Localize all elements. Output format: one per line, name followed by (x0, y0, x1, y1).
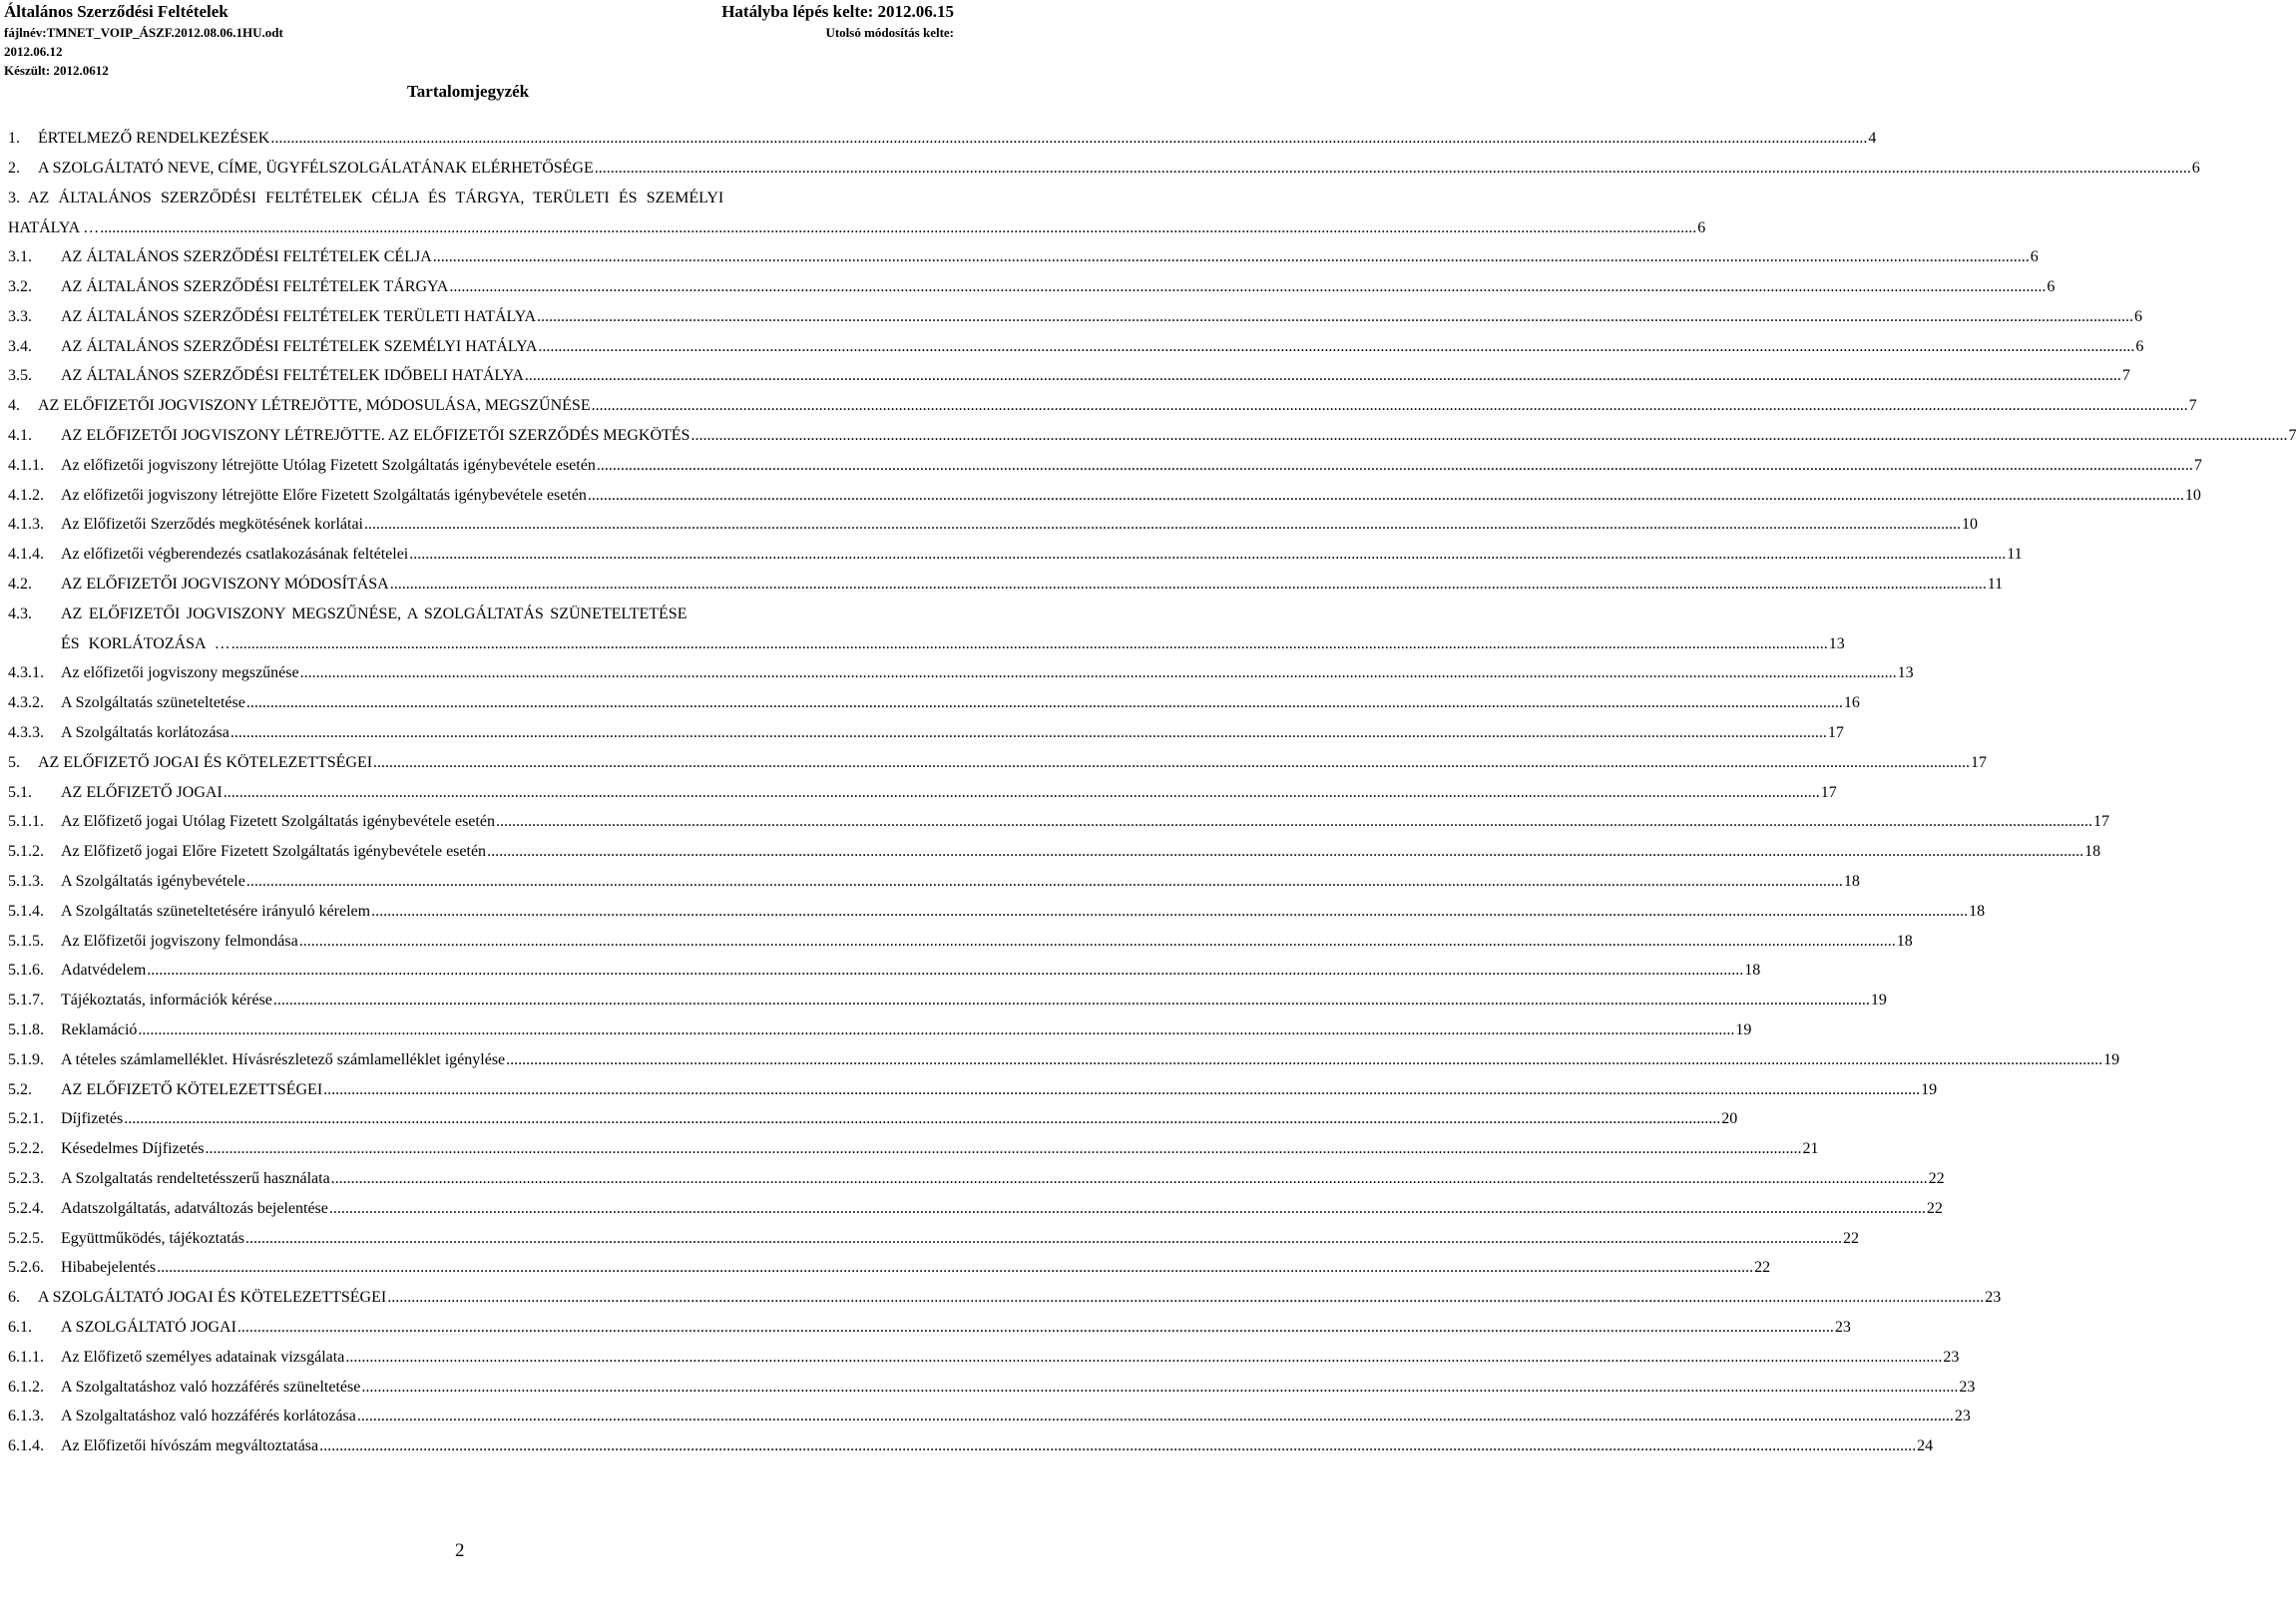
toc-leader-dots: ................................................................................................................................................................................................................................................................................................................................................................................................................ (409, 546, 2007, 564)
toc-entry-number: 5.1. (8, 783, 32, 801)
toc-leader-dots: ................................................................................................................................................................................................................................................................................................................................................................................................................ (245, 873, 1843, 890)
toc-entry-page: 22 (1926, 1199, 1943, 1217)
toc-entry-title: A Szolgáltatás szüneteltetésére irányuló kérelem (61, 902, 371, 920)
toc-entry-title: Az Előfizetői hívószám megváltoztatása (61, 1437, 319, 1455)
toc-entry-page: 6 (2047, 278, 2056, 295)
toc-leader-dots: ................................................................................................................................................................................................................................................................................................................................................................................................................ (432, 248, 2030, 266)
toc-leader-dots: ................................................................................................................................................................................................................................................................................................................................................................................................................ (364, 516, 1961, 534)
toc-entry-title: Az előfizetői végberendezés csatlakozásának feltételei (61, 546, 409, 564)
toc-entry-number: 4.3.2. (8, 694, 44, 712)
toc-leader-dots: ................................................................................................................................................................................................................................................................................................................................................................................................................ (236, 1319, 1834, 1336)
toc-entry-page: 22 (1928, 1170, 1945, 1187)
toc-entry-number: 4.3.3. (8, 724, 44, 741)
toc-entry[interactable] (8, 843, 2101, 873)
toc-entry-number: 6.1.4. (8, 1437, 44, 1455)
toc-leader-dots: ................................................................................................................................................................................................................................................................................................................................................................................................................ (299, 664, 1897, 682)
toc-entry[interactable] (8, 486, 2201, 517)
toc-leader-dots: ................................................................................................................................................................................................................................................................................................................................................................................................................ (319, 1437, 1917, 1455)
toc-entry-title: A Szolgaltatáshoz való hozzáférés korlátozása (61, 1408, 356, 1425)
toc-entry-page: 23 (1959, 1378, 1976, 1396)
toc-entry-page: 22 (1842, 1229, 1859, 1247)
toc-entry-number: 3.2. (8, 278, 32, 295)
toc-entry-title: Az Előfizető jogai Utólag Fizetett Szolgáltatás igénybevétele esetén (61, 813, 495, 831)
toc-entry[interactable] (8, 664, 1914, 694)
toc-leader-dots: ................................................................................................................................................................................................................................................................................................................................................................................................................ (524, 367, 2121, 385)
toc-entry-number: 5.1.4. (8, 902, 44, 920)
toc-entry-title: Késedelmes Díjfizetés (61, 1140, 205, 1158)
toc-entry-page: 4 (1868, 130, 1877, 147)
toc-entry-title: A Szolgaltatás rendeltetésszerű használata (61, 1170, 330, 1187)
toc-leader-dots: ................................................................................................................................................................................................................................................................................................................................................................................................................ (244, 1229, 1842, 1247)
toc-entry-title: Az előfizetői jogviszony létrejötte Előre Fizetett Szolgáltatás igénybevétele esetén (61, 486, 587, 504)
toc-entry-number: 3.1. (8, 248, 32, 266)
toc-entry-page: 18 (1969, 902, 1986, 920)
toc-entry-page: 7 (2121, 367, 2130, 385)
toc-entry-title: A SZOLGÁLTATÓ JOGAI (61, 1319, 236, 1336)
toc-entry[interactable] (8, 813, 2109, 843)
toc-entry-number: 4.3.1. (8, 664, 44, 682)
toc-entry[interactable] (8, 992, 1887, 1021)
toc-leader-dots: ................................................................................................................................................................................................................................................................................................................................................................................................................ (538, 337, 2135, 355)
toc-entry[interactable] (8, 1348, 1960, 1379)
toc-leader-dots: ................................................................................................................................................................................................................................................................................................................................................................................................................ (245, 694, 1843, 712)
toc-entry-page: 18 (1896, 932, 1913, 950)
toc-leader-dots: ................................................................................................................................................................................................................................................................................................................................................................................................................ (230, 724, 1827, 741)
toc-entry[interactable] (8, 427, 2296, 457)
toc-leader-dots: ................................................................................................................................................................................................................................................................................................................................................................................................................ (371, 902, 1969, 920)
toc-entry[interactable] (8, 1378, 1976, 1409)
toc-entry-number: 6.1.3. (8, 1408, 44, 1425)
toc-entry[interactable] (8, 1021, 1752, 1051)
toc-leader-dots: ................................................................................................................................................................................................................................................................................................................................................................................................................ (449, 278, 2047, 295)
toc-entry-page: 13 (1828, 634, 1845, 652)
toc-entry[interactable] (8, 783, 1837, 814)
toc-leader-dots: ................................................................................................................................................................................................................................................................................................................................................................................................................ (323, 1080, 1921, 1098)
toc-leader-dots: ................................................................................................................................................................................................................................................................................................................................................................................................................ (230, 634, 1828, 652)
toc-entry-title: AZ ÁLTALÁNOS SZERZŐDÉSI FELTÉTELEK CÉLJA (61, 248, 432, 266)
toc-entry-title: AZ ÁLTALÁNOS SZERZŐDÉSI FELTÉTELEK IDŐBELI HATÁLYA (61, 367, 524, 385)
toc-entry-page: 24 (1917, 1437, 1934, 1455)
toc-entry-page: 6 (2135, 337, 2144, 355)
toc-entry-number: 3.4. (8, 337, 32, 355)
toc-entry-number: 5. (8, 753, 20, 771)
toc-entry-number: 4.1.4. (8, 546, 44, 564)
toc-entry-page: 23 (1834, 1319, 1851, 1336)
toc-entry[interactable] (8, 516, 1978, 546)
toc-entry-page: 20 (1721, 1110, 1738, 1128)
toc-entry-title: Adatszolgáltatás, adatváltozás bejelentése (61, 1199, 328, 1217)
toc-entry[interactable] (8, 189, 1706, 249)
toc-entry-number: 5.1.7. (8, 992, 44, 1010)
toc-entry[interactable] (8, 576, 2004, 606)
toc-entry[interactable] (8, 1289, 2002, 1319)
toc-entry-page: 7 (2188, 397, 2197, 415)
toc-entry[interactable] (8, 932, 1913, 963)
toc-entry[interactable] (8, 130, 1877, 160)
toc-entry-page: 6 (2191, 159, 2200, 177)
toc-entry[interactable] (8, 962, 1761, 992)
toc-leader-dots: ................................................................................................................................................................................................................................................................................................................................................................................................................ (495, 813, 2092, 831)
toc-entry-number: 4.2. (8, 576, 32, 593)
toc-entry-title: AZ ÁLTALÁNOS SZERZŐDÉSI FELTÉTELEK SZEMÉLYI HATÁLYA (61, 337, 538, 355)
toc-entry-number: 4. (8, 397, 20, 415)
toc-entry[interactable] (8, 278, 2056, 308)
toc-entry-number: 5.2.5. (8, 1229, 44, 1247)
toc-leader-dots: ................................................................................................................................................................................................................................................................................................................................................................................................................ (690, 427, 2288, 444)
toc-entry-title: A SZOLGÁLTATÓ NEVE, CÍME, ÜGYFÉLSZOLGÁLATÁNAK ELÉRHETŐSÉGE (38, 159, 594, 177)
toc-entry-number: 5.1.5. (8, 932, 44, 950)
toc-entry-title: A Szolgáltatás igénybevétele (61, 873, 245, 890)
toc-entry-title: Hibabejelentés (61, 1259, 157, 1277)
toc-entry-page: 18 (1843, 873, 1860, 890)
toc-entry-number: 6.1. (8, 1319, 32, 1336)
toc-entry[interactable] (8, 1140, 1819, 1170)
toc-entry-title-continued: HATÁLYA … (8, 218, 100, 236)
toc-entry[interactable] (8, 397, 2197, 427)
toc-entry-title: AZ ÁLTALÁNOS SZERZŐDÉSI FELTÉTELEK TERÜLETI HATÁLYA (61, 307, 537, 325)
toc-entry-number: 4.1.3. (8, 516, 44, 534)
toc-entry[interactable] (8, 1259, 1771, 1289)
toc-entry-number: 3.3. (8, 307, 32, 325)
toc-entry-page: 18 (2084, 843, 2101, 861)
toc-leader-dots: ................................................................................................................................................................................................................................................................................................................................................................................................................ (124, 1110, 1721, 1128)
toc-entry-number: 4.1. (8, 427, 32, 444)
toc-entry[interactable] (8, 1199, 1943, 1230)
toc-leader-dots: ................................................................................................................................................................................................................................................................................................................................................................................................................ (487, 843, 2084, 861)
toc-entry[interactable] (8, 337, 2144, 368)
toc-entry-title: A Szolgáltatás szüneteltetése (61, 694, 245, 712)
toc-entry-title: AZ ELŐFIZETŐ JOGAI ÉS KÖTELEZETTSÉGEI (38, 753, 373, 771)
toc-entry-number: 5.2. (8, 1080, 32, 1098)
toc-entry-number: 6.1.2. (8, 1378, 44, 1396)
toc-leader-dots: ................................................................................................................................................................................................................................................................................................................................................................................................................ (373, 753, 1971, 771)
toc-entry-title: A Szolgaltatáshoz való hozzáférés szüneltetése (61, 1378, 361, 1396)
toc-entry-title: Az Előfizető személyes adatainak vizsgálata (61, 1348, 345, 1366)
toc-entry-title: A tételes számlamelléklet. Hívásrészletező számlamelléklet igénylése (61, 1050, 506, 1068)
toc-entry-number: 6. (8, 1289, 20, 1307)
toc-entry[interactable] (8, 902, 1986, 933)
toc-leader-dots: ................................................................................................................................................................................................................................................................................................................................................................................................................ (594, 159, 2191, 177)
toc-entry-number: 5.2.3. (8, 1170, 44, 1187)
toc-leader-dots: ................................................................................................................................................................................................................................................................................................................................................................................................................ (345, 1348, 1943, 1366)
toc-entry-page: 7 (2193, 456, 2202, 474)
toc-leader-dots: ................................................................................................................................................................................................................................................................................................................................................................................................................ (138, 1021, 1735, 1038)
toc-entry-page: 6 (1697, 218, 1706, 236)
toc-entry-page: 10 (1962, 516, 1978, 534)
toc-entry-page: 10 (2184, 486, 2201, 504)
toc-entry[interactable] (8, 307, 2143, 338)
toc-leader-dots: ................................................................................................................................................................................................................................................................................................................................................................................................................ (587, 486, 2184, 504)
toc-entry-title: Tájékoztatás, információk kérése (61, 992, 272, 1010)
document-title: Általános Szerződési Feltételek (4, 2, 229, 21)
toc-entry-number: 5.1.9. (8, 1050, 44, 1068)
toc-entry-title: Adatvédelem (61, 962, 147, 980)
toc-entry[interactable] (8, 873, 1860, 903)
toc-entry-page: 16 (1843, 694, 1860, 712)
toc-entry-number: 5.1.6. (8, 962, 44, 980)
toc-entry-title: Az Előfizető jogai Előre Fizetett Szolgáltatás igénybevétele esetén (61, 843, 487, 861)
toc-entry-number: 6.1.1. (8, 1348, 44, 1366)
toc-entry-page: 17 (1820, 783, 1837, 801)
toc-entry-number: 4.1.1. (8, 456, 44, 474)
toc-entry-page: 13 (1897, 664, 1914, 682)
toc-entry-page: 19 (1870, 992, 1887, 1010)
toc-entry[interactable] (8, 248, 2039, 278)
toc-leader-dots: ................................................................................................................................................................................................................................................................................................................................................................................................................ (537, 307, 2134, 325)
toc-entry[interactable] (8, 605, 1845, 665)
toc-leader-dots: ................................................................................................................................................................................................................................................................................................................................................................................................................ (147, 962, 1744, 980)
toc-entry-number: 5.2.4. (8, 1199, 44, 1217)
file-name: fájlnév:TMNET_VOIP_ÁSZF.2012.08.06.1HU.odt (4, 25, 283, 40)
toc-entry-number: 4.1.2. (8, 486, 44, 504)
toc-entry[interactable] (8, 1080, 1938, 1111)
toc-leader-dots: ................................................................................................................................................................................................................................................................................................................................................................................................................ (100, 218, 1697, 236)
toc-entry-page: 23 (1985, 1289, 2002, 1307)
toc-entry-number: 1. (8, 130, 20, 147)
toc-leader-dots: ................................................................................................................................................................................................................................................................................................................................................................................................................ (389, 576, 1987, 593)
toc-entry-first-line (8, 606, 898, 623)
toc-entry[interactable] (8, 546, 2023, 576)
toc-entry-title: AZ ELŐFIZETŐI JOGVISZONY LÉTREJÖTTE, MÓDOSULÁSA, MEGSZŰNÉSE (38, 397, 591, 415)
toc-leader-dots: ................................................................................................................................................................................................................................................................................................................................................................................................................ (330, 1170, 1928, 1187)
toc-leader-dots: ................................................................................................................................................................................................................................................................................................................................................................................................................ (205, 1140, 1802, 1158)
toc-leader-dots: ................................................................................................................................................................................................................................................................................................................................................................................................................ (361, 1378, 1959, 1396)
toc-entry-number: 5.2.2. (8, 1140, 44, 1158)
toc-entry-page: 19 (1921, 1080, 1938, 1098)
toc-entry-title: ÉRTELMEZŐ RENDELKEZÉSEK (38, 130, 270, 147)
toc-title: Tartalomjegyzék (407, 82, 530, 101)
toc-leader-dots: ................................................................................................................................................................................................................................................................................................................................................................................................................ (356, 1408, 1954, 1425)
toc-entry[interactable] (8, 1437, 1934, 1467)
toc-entry[interactable] (8, 1408, 1971, 1437)
toc-entry-number: 5.1.1. (8, 813, 44, 831)
modified-date: 2012.06.12 (4, 44, 63, 59)
toc-entry-number: 5.2.6. (8, 1259, 44, 1277)
toc-entry-page: 23 (1943, 1348, 1960, 1366)
toc-entry-title: Az Előfizetői Szerződés megkötésének korlátai (61, 516, 363, 534)
toc-entry[interactable] (8, 1050, 2120, 1081)
toc-leader-dots: ................................................................................................................................................................................................................................................................................................................................................................................................................ (591, 397, 2188, 415)
toc-entry[interactable] (8, 694, 1860, 724)
toc-entry-title: Az előfizetői jogviszony létrejötte Utólag Fizetett Szolgáltatás igénybevétele esetén (61, 456, 596, 474)
toc-entry[interactable] (8, 367, 2130, 397)
toc-entry-first-line (8, 190, 898, 207)
toc-entry[interactable] (8, 1110, 1738, 1140)
toc-entry-title: AZ ELŐFIZETŐ KÖTELEZETTSÉGEI (61, 1080, 323, 1098)
toc-entry[interactable] (8, 1229, 1859, 1260)
toc-entry-page: 11 (1987, 576, 2004, 593)
page-number: 2 (455, 1540, 465, 1561)
toc-entry-page: 6 (2134, 307, 2143, 325)
toc-entry-number: 5.1.8. (8, 1021, 44, 1038)
toc-entry-page: 17 (2092, 813, 2109, 831)
toc-entry[interactable] (8, 753, 1988, 784)
toc-entry[interactable] (8, 724, 1844, 754)
toc-entry-page: 17 (1827, 724, 1844, 741)
toc-entry[interactable] (8, 159, 2200, 190)
toc-entry-number: 3. (8, 189, 20, 206)
toc-entry-title: AZ ELŐFIZETŐI JOGVISZONY MEGSZŰNÉSE, A SZOLGÁLTATÁS SZÜNETELTETÉSE (61, 605, 688, 622)
toc-entry-number: 2. (8, 159, 20, 177)
toc-leader-dots: ................................................................................................................................................................................................................................................................................................................................................................................................................ (223, 783, 1820, 801)
toc-entry-title: A SZOLGÁLTATÓ JOGAI ÉS KÖTELEZETTSÉGEI (38, 1289, 387, 1307)
toc-entry-title: A Szolgáltatás korlátozása (61, 724, 230, 741)
toc-leader-dots: ................................................................................................................................................................................................................................................................................................................................................................................................................ (328, 1199, 1926, 1217)
toc-leader-dots: ................................................................................................................................................................................................................................................................................................................................................................................................................ (506, 1050, 2103, 1068)
toc-leader-dots: ................................................................................................................................................................................................................................................................................................................................................................................................................ (596, 456, 2193, 474)
toc-entry-number: 4.3. (8, 605, 32, 622)
toc-entry-title-continued: ÉS KORLÁTOZÁSA … (61, 634, 230, 652)
toc-leader-dots: ................................................................................................................................................................................................................................................................................................................................................................................................................ (387, 1289, 1985, 1307)
toc-entry-title: AZ ELŐFIZETŐI JOGVISZONY LÉTREJÖTTE. AZ ELŐFIZETŐI SZERZŐDÉS MEGKÖTÉS (61, 427, 690, 444)
toc-entry-number: 5.1.3. (8, 873, 44, 890)
modified-label: Utolsó módosítás kelte: (825, 25, 954, 40)
toc-entry-number: 5.2.1. (8, 1110, 44, 1128)
toc-entry-title: AZ ÁLTALÁNOS SZERZŐDÉSI FELTÉTELEK CÉLJA ÉS TÁRGYA, TERÜLETI ÉS SZEMÉLYI (28, 189, 724, 206)
toc-entry-page: 22 (1754, 1259, 1771, 1277)
toc-entry-title: AZ ÁLTALÁNOS SZERZŐDÉSI FELTÉTELEK TÁRGYA (61, 278, 449, 295)
toc-entry-page: 21 (1802, 1140, 1819, 1158)
toc-leader-dots: ................................................................................................................................................................................................................................................................................................................................................................................................................ (298, 932, 1896, 950)
toc-entry-page: 19 (1735, 1021, 1752, 1038)
toc-entry-number: 3.5. (8, 367, 32, 385)
toc-entry-page: 19 (2103, 1050, 2120, 1068)
toc-entry-title: AZ ELŐFIZETŐ JOGAI (61, 783, 223, 801)
toc-entry-page: 18 (1744, 962, 1761, 980)
toc-entry-page: 23 (1954, 1408, 1971, 1425)
toc-leader-dots: ................................................................................................................................................................................................................................................................................................................................................................................................................ (157, 1259, 1754, 1277)
toc-leader-dots: ................................................................................................................................................................................................................................................................................................................................................................................................................ (272, 992, 1870, 1010)
toc-entry[interactable] (8, 1319, 1851, 1349)
effective-date: Hatályba lépés kelte: 2012.06.15 (721, 2, 954, 21)
toc-entry-page: 7 (2288, 427, 2296, 444)
toc-entry-title: Reklamáció (61, 1021, 138, 1038)
toc-entry[interactable] (8, 1170, 1945, 1200)
toc-entry-page: 17 (1971, 753, 1988, 771)
toc-entry-title: Díjfizetés (61, 1110, 124, 1128)
created-date: Készült: 2012.0612 (4, 63, 109, 78)
toc-entry-page: 6 (2030, 248, 2039, 266)
toc-entry-number: 5.1.2. (8, 843, 44, 861)
toc-entry-page: 11 (2007, 546, 2023, 564)
toc-entry[interactable] (8, 456, 2202, 487)
toc-entry-title: Együttműködés, tájékoztatás (61, 1229, 244, 1247)
toc-entry-title: Az előfizetői jogviszony megszűnése (61, 664, 299, 682)
toc-entry-title: Az Előfizetői jogviszony felmondása (61, 932, 298, 950)
toc-entry-title: AZ ELŐFIZETŐI JOGVISZONY MÓDOSÍTÁSA (61, 576, 389, 593)
toc-leader-dots: ................................................................................................................................................................................................................................................................................................................................................................................................................ (270, 130, 1868, 147)
